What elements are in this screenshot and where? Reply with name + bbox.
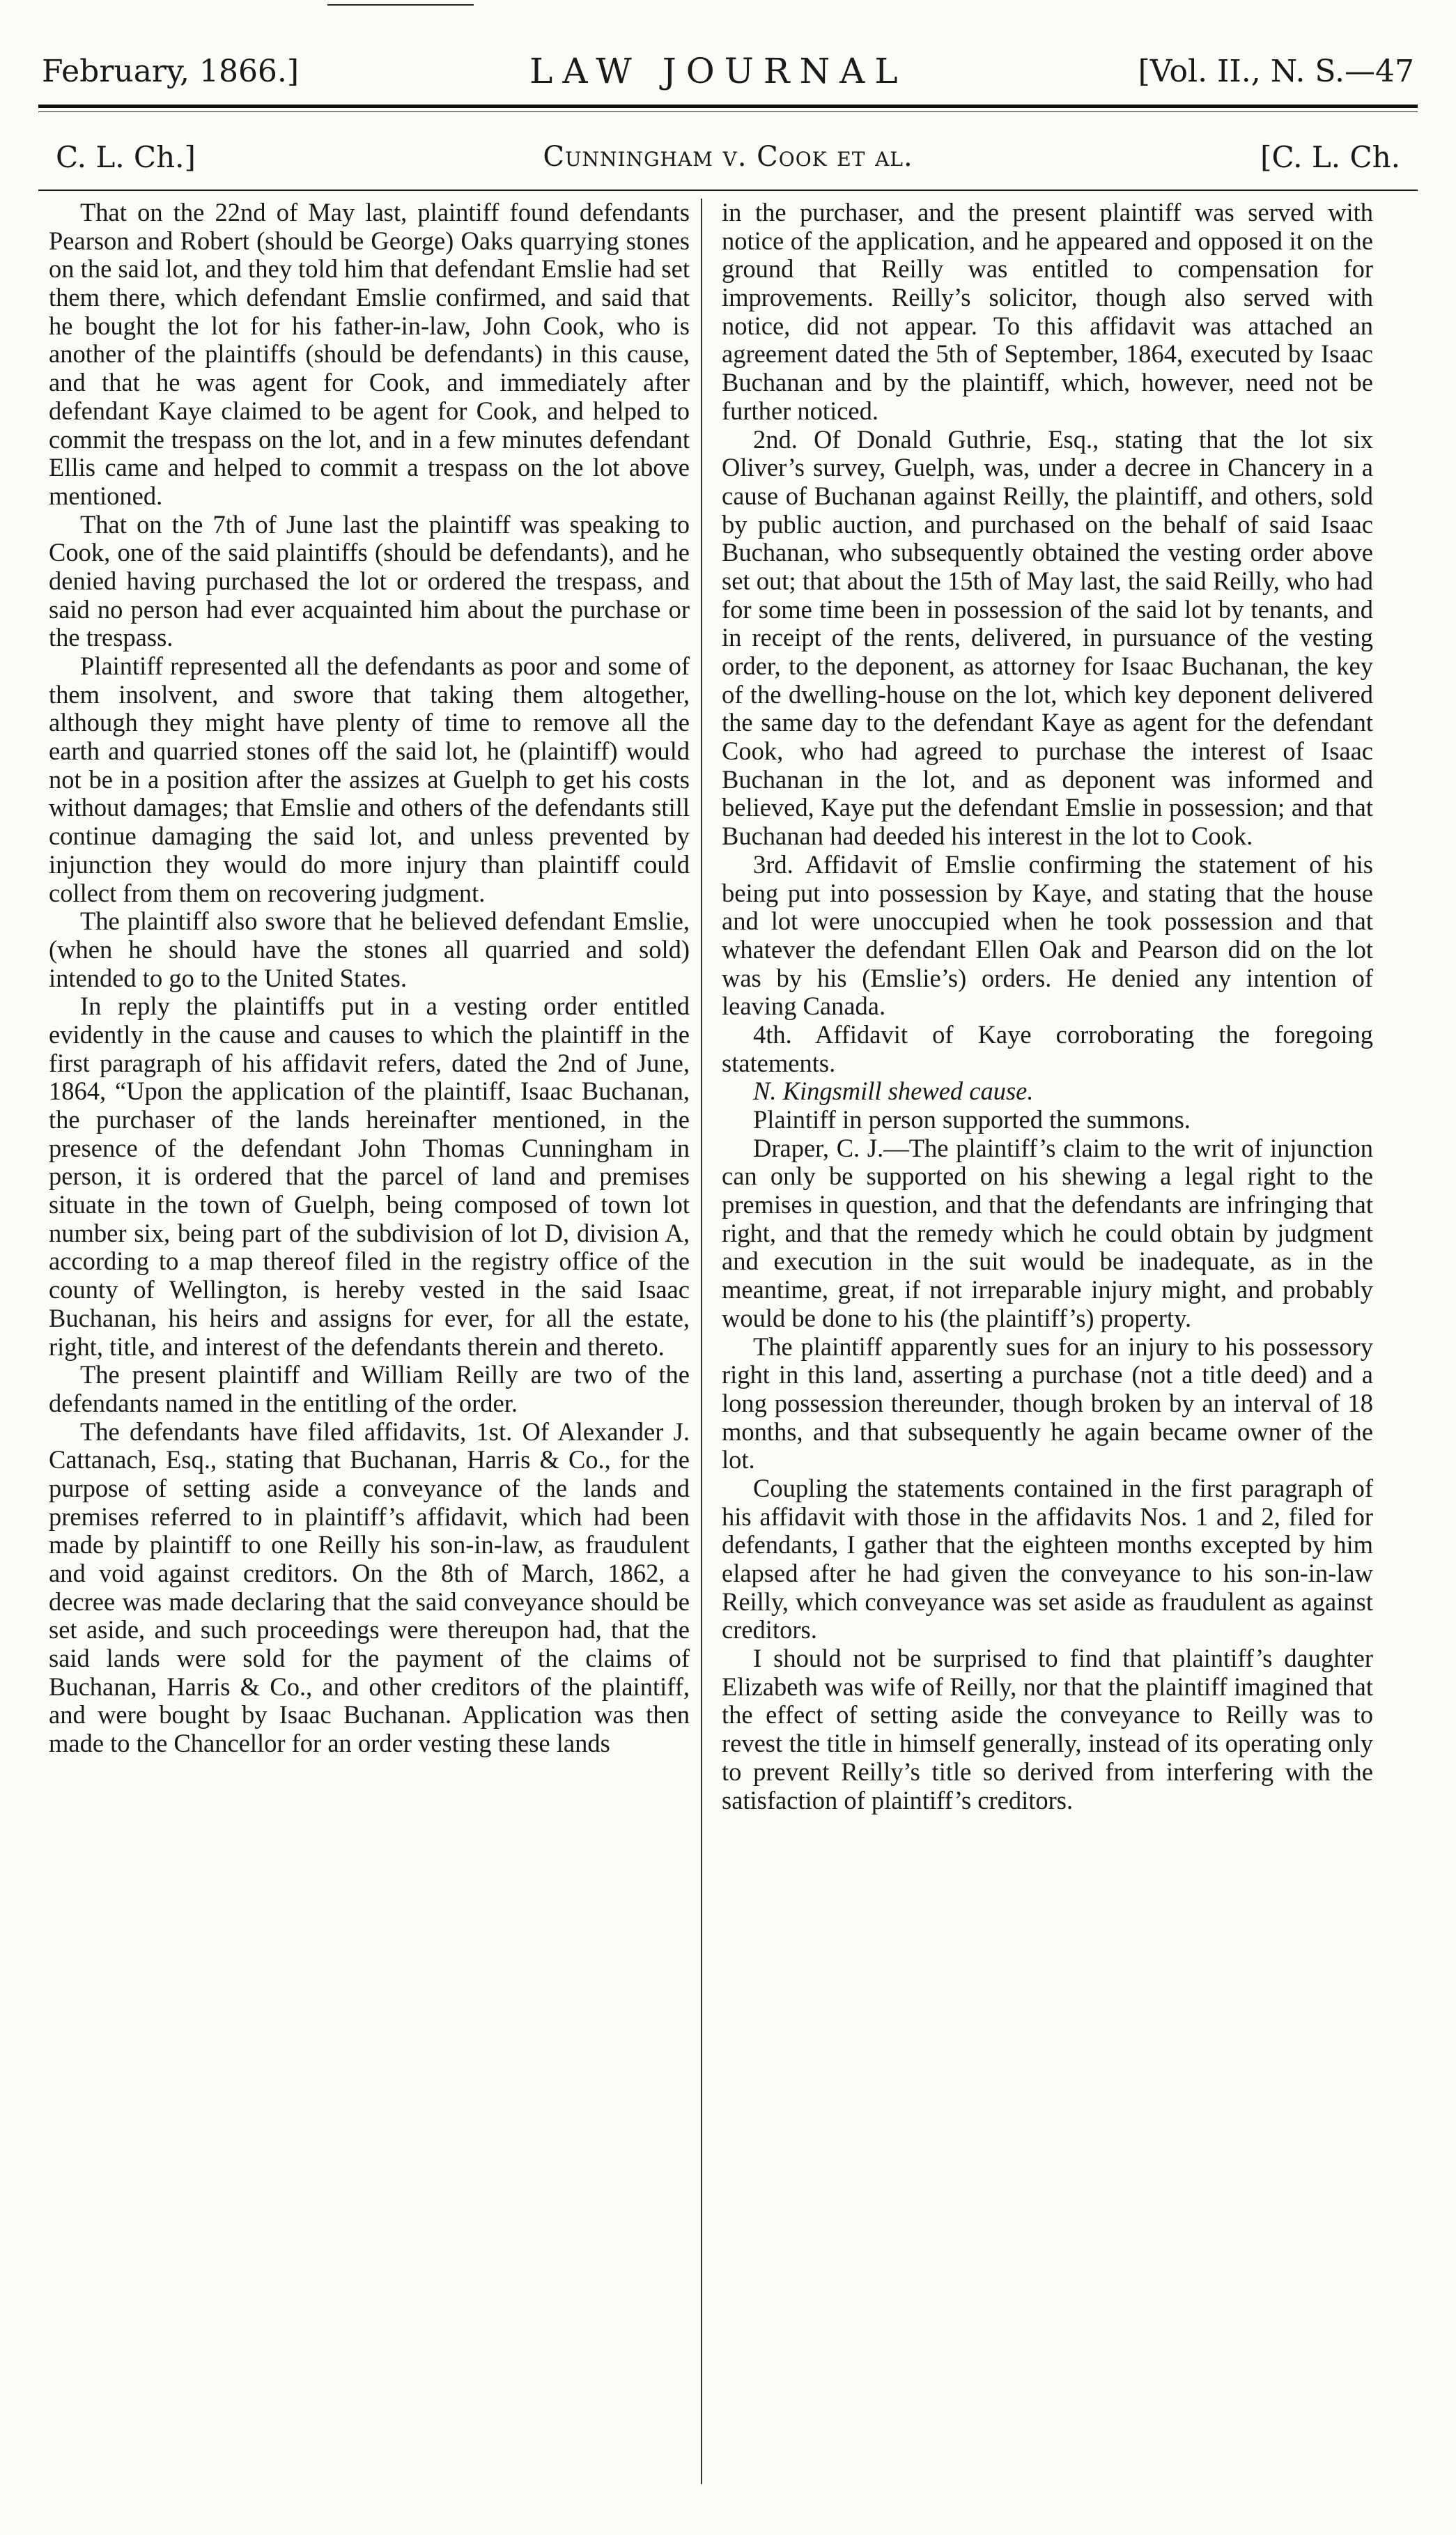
paragraph: The present plaintiff and William Reilly are two of the defendants named in the entitling of the order. (49, 1360, 690, 1417)
header-rule-thick (38, 105, 1418, 108)
paragraph: Plaintiff represented all the defendants as poor and some of them insolvent, and swore that taking them altogether, although they might have plenty of time to remove all the earth and quarried stones off the said lot, he (plaintiff) would not be in a position after the assizes at Guelph to get his costs without damages; that Emslie and others of the defendants still continue damaging the said lot, and unless prevented by injunction they would do more injury than plaintiff could collect from them on recovering judgment. (49, 652, 690, 907)
paragraph: 2nd. Of Donald Guthrie, Esq., stating that the lot six Oliver’s survey, Guelph, was, under a decree in Chancery in a cause of Buchanan against Reilly, the plaintiff, and others, sold by public auction, and purchased on the behalf of said Isaac Buchanan, who subsequently obtained the vesting order above set out; that about the 15th of May last, the said Reilly, who had for some time been in possession of the said lot by tenants, and in receipt of the rents, delivered, in pursuance of the vesting order, to the deponent, as attorney for Isaac Buchanan, the key of the dwelling-house on the lot, which key deponent delivered the same day to the defendant Kaye as agent for the defendant Cook, who had agreed to purchase the interest of Isaac Buchanan in the lot, and as deponent was informed and believed, Kaye put the defendant Emslie in possession; and that Buchanan had deeded his interest in the lot to Cook. (722, 424, 1373, 851)
paragraph: Plaintiff in person supported the summons. (753, 1105, 1191, 1134)
paragraph: In reply the plaintiffs put in a vesting order entitled evidently in the cause and causes to which the plaintiff in the first paragraph of his affidavit refers, dated the 2nd of June, 1864, “Upon the application of the plaintiff, Isaac Buchanan, the purchaser of the lands hereinafter mentioned, in the presence of the defendant John Thomas Cunningham in person, it is ordered that the parcel of land and premises situate in the town of Guelph, being composed of town lot number six, being part of the subdivision of lot D, division A, according to a map thereof filed in the registry office of the county of Wellington, is hereby vested in the said Isaac Buchanan, his heirs and assigns for ever, for all the estate, right, title, and interest of the defendants therein and thereto. (49, 992, 690, 1361)
paragraph: The plaintiff apparently sues for an injury to his possessory right in this land, asserting a purchase (not a title deed) and a long possession thereunder, though broken by an interval of 18 months, and that subsequently he again became owner of the lot. (722, 1332, 1373, 1474)
running-header (42, 43, 1414, 99)
header-volume: [Vol. II., N. S.—47 (1138, 53, 1414, 89)
court-left: C. L. Ch.] (56, 139, 196, 174)
column-divider (701, 199, 702, 2484)
paragraph: I should not be surprised to find that plaintiff’s daughter Elizabeth was wife of Reilly, nor that the plaintiff imagined that the effect of setting aside the conveyance to Reilly was to revest the title in himself generally, instead of its operating only to prevent Reilly’s title so derived from interfering with the satisfaction of plaintiff’s creditors. (722, 1644, 1373, 1814)
paragraph: That on the 7th of June last the plaintiff was speaking to Cook, one of the said plaintiffs (should be defendants), and he denied having purchased the lot or ordered the trespass, and said no person had ever acquainted him about the purchase or the trespass. (49, 509, 690, 652)
header-date: February, 1866.] (42, 53, 300, 89)
paragraph: That on the 22nd of May last, plaintiff found defendants Pearson and Robert (should be George) Oaks quarrying stones on the said lot, and they told him that defendant Emslie had set them there, which defendant Emslie confirmed, and said that he bought the lot for his father-in-law, John Cook, who is another of the plaintiffs (should be defendants) in this cause, and that he was agent for Cook, and immediately after defendant Kaye claimed to be agent for Cook, and helped to commit the trespass on the lot, and in a few minutes defendant Ellis came and helped to commit a trespass on the lot above mentioned. (49, 198, 690, 510)
court-right: [C. L. Ch. (1260, 139, 1400, 174)
paragraph: in the purchaser, and the present plaintiff was served with notice of the application, and he appeared and opposed it on the ground that Reilly was entitled to compensation for improvements. Reilly’s solicitor, though also served with notice, did not appear. To this affidavit was attached an agreement dated the 5th of September, 1864, executed by Isaac Buchanan and by the plaintiff, which, however, need not be further noticed. (722, 198, 1373, 425)
left-column (49, 199, 690, 1758)
case-header (56, 132, 1400, 181)
case-header-rule (38, 190, 1418, 191)
header-rule-thin (38, 111, 1418, 112)
paragraph: Coupling the statements contained in the first paragraph of his affidavit with those in the affidavits Nos. 1 and 2, filed for defendants, I gather that the eighteen months excepted by him elapsed after he had given the conveyance to his son-in-law Reilly, which conveyance was set aside as fraudulent as against creditors. (722, 1473, 1373, 1644)
paragraph: 3rd. Affidavit of Emslie confirming the statement of his being put into possession by Kaye, and stating that the house and lot were unoccupied when he took possession and that whatever the defendant Ellen Oak and Pearson did on the lot was by his (Emslie’s) orders. He denied any intention of leaving Canada. (722, 849, 1373, 1021)
paragraph: 4th. Affidavit of Kaye corroborating the foregoing statements. (722, 1019, 1373, 1077)
header-journal-title: LAW JOURNAL (529, 51, 908, 91)
paragraph: Draper, C. J.—The plaintiff’s claim to the writ of injunction can only be supported on his shewing a legal right to the premises in question, and that the defendants are infringing that right, and that the remedy which he could obtain by judgment and execution in the suit would be inadequate, as in the meantime, great, if not irreparable injury might, and probably would be done to his (the plaintiff’s) property. (722, 1133, 1373, 1332)
right-column (722, 199, 1373, 1814)
paragraph: The plaintiff also swore that he believed defendant Emslie, (when he should have the stones all quarried and sold) intended to go to the United States. (49, 907, 690, 992)
case-title: Cunningham v. Cook et al. (543, 141, 913, 173)
top-rule (327, 4, 474, 6)
paragraph: N. Kingsmill shewed cause. (753, 1077, 1034, 1106)
paragraph: The defendants have filed affidavits, 1st. Of Alexander J. Cattanach, Esq., stating that Buchanan, Harris & Co., for the purpose of setting aside a conveyance of the lands and premises referred to in plaintiff’s affidavit, which had been made by plaintiff to one Reilly his son-in-law, as fraudulent and void against creditors. On the 8th of March, 1862, a decree was made declaring that the said conveyance should be set aside, and such proceedings were thereupon had, that the said lands were sold for the payment of the claims of Buchanan, Harris & Co., and other creditors of the plaintiff, and were bought by Isaac Buchanan. Application was then made to the Chancellor for an order vesting these lands (49, 1417, 690, 1758)
